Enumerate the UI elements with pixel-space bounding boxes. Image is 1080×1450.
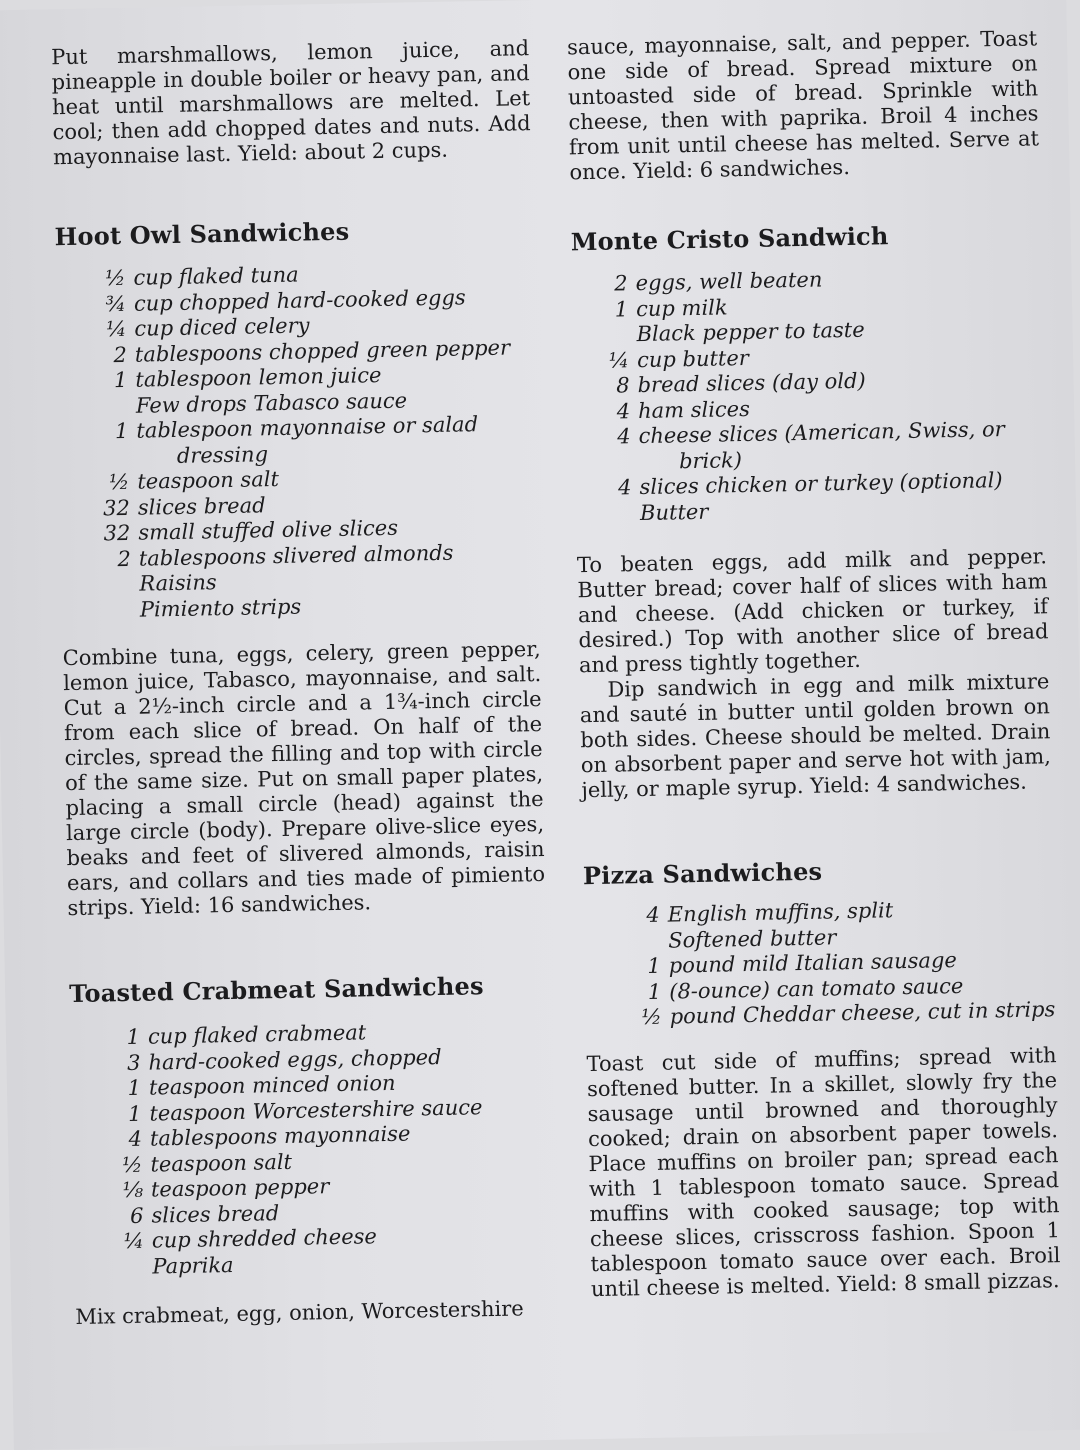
ingredient-text-main: cup shredded cheese <box>151 1224 378 1253</box>
ingredient-text-continuation: dressing <box>176 441 269 468</box>
pizza-ingredients <box>624 895 1056 1031</box>
ingredient-text-main: slices bread <box>151 1200 280 1228</box>
ingredient-quantity: 32 <box>103 520 131 546</box>
ingredient-text-main: teaspoon salt <box>137 466 280 494</box>
ingredient-quantity: 8 <box>615 373 630 398</box>
ingredient-quantity: ⅛ <box>122 1177 144 1203</box>
ingredient-text <box>145 1174 330 1203</box>
ingredient-quantity: 1 <box>647 953 661 978</box>
ingredient-text-main: cup chopped hard-cooked eggs <box>133 284 466 316</box>
ingredient-text <box>130 412 479 470</box>
ingredient-text-main: Pimiento strips <box>139 594 302 622</box>
ingredient-quantity: ¼ <box>123 1228 145 1254</box>
ingredient-quantity <box>592 322 630 348</box>
ingredient-text-main: (8-ounce) can tomato sauce <box>668 973 964 1004</box>
ingredient-quantity <box>92 393 130 419</box>
ingredient-text <box>144 1122 411 1153</box>
hoot-owl-title: Hoot Owl Sandwiches <box>54 216 350 252</box>
ingredient-text-main: cup milk <box>635 294 728 321</box>
ingredient-text <box>662 898 894 928</box>
monte-cristo-ingredients <box>591 263 1046 527</box>
ingredient-text-main: Softened butter <box>668 924 837 953</box>
ingredient-quantity: ¼ <box>105 316 127 342</box>
ingredient-text-main: tablespoons slivered almonds <box>138 540 454 571</box>
ingredient-text-main: teaspoon salt <box>150 1149 293 1177</box>
ingredient-quantity: ¾ <box>105 291 127 316</box>
ingredient-text <box>134 594 302 623</box>
ingredient-quantity: ½ <box>108 469 130 495</box>
ingredient-text <box>128 313 310 342</box>
ingredient-text-main: cheese slices (American, Swiss, or <box>638 417 1005 449</box>
ingredient-text-main: tablespoon mayonnaise or salad <box>136 412 479 443</box>
toasted-crab-title: Toasted Crabmeat Sandwiches <box>68 971 484 1009</box>
ingredient-quantity <box>108 1254 146 1280</box>
ingredient-text-main: cup butter <box>636 345 750 372</box>
ingredient-text-main: Black pepper to taste <box>636 317 865 347</box>
ingredient-quantity: 4 <box>646 902 660 927</box>
ingredient-text-main: teaspoon pepper <box>150 1174 330 1202</box>
ingredient-text <box>146 1224 377 1254</box>
ingredient-text <box>145 1201 279 1229</box>
ingredient-quantity <box>624 928 662 954</box>
ingredient-quantity: 1 <box>126 1024 141 1049</box>
ingredient-text <box>146 1252 234 1279</box>
ingredient-text-main: slices bread <box>137 492 266 520</box>
ingredient-text <box>631 369 866 399</box>
ingredient-text-main: bread slices (day old) <box>637 368 866 398</box>
ingredient-text-continuation: brick) <box>678 447 743 473</box>
ingredient-text-main: slices chicken or turkey (optional) <box>639 468 1003 500</box>
ingredient-text-main: Paprika <box>152 1252 234 1279</box>
toasted-crab-directions-start: Mix crabmeat, egg, onion, Worcestershire <box>75 1296 524 1330</box>
hoot-owl-ingredients <box>89 258 540 623</box>
ingredient-quantity: 4 <box>128 1126 143 1151</box>
ingredient-text-main: hard-cooked eggs, chopped <box>148 1044 442 1075</box>
ingredient-text-main: cup flaked crabmeat <box>147 1020 367 1049</box>
ingredient-text <box>131 467 279 495</box>
ingredient-quantity: 1 <box>113 367 128 393</box>
ingredient-text <box>632 396 750 424</box>
ingredient-text <box>144 1149 292 1177</box>
ingredient-text-main: pound mild Italian sausage <box>668 948 958 978</box>
ingredient-item <box>92 411 537 471</box>
left-column <box>51 36 554 1330</box>
ingredient-quantity: 1 <box>647 979 662 1004</box>
monte-cristo-directions-2: Dip sandwich in egg and milk mixture and sauté in butter until golden brown on both sides. Cheese should be melted. Drain on absorbent paper and serve hot with jam, jelly, or maple syrup. Yield: 4 sandwiches. <box>579 669 1052 803</box>
ingredient-quantity: ¼ <box>608 347 630 373</box>
ingredient-quantity: ½ <box>121 1152 143 1177</box>
ingredient-text-main: Few drops Tabasco sauce <box>135 387 408 418</box>
ingredient-text <box>629 268 822 297</box>
ingredient-text-main: pound Cheddar cheese, cut in strips <box>669 997 1056 1029</box>
ingredient-quantity: 32 <box>102 495 131 520</box>
ingredient-text-main: tablespoon lemon juice <box>135 362 382 392</box>
intro-paragraph: Put marshmallows, lemon juice, and pineapple in double boiler or heavy pan, and heat until marshmallows are melted. Let cool; then add chopped dates and nuts. Add mayonnaise last. Yield: about 2 cups. <box>50 36 531 170</box>
ingredient-text <box>127 263 299 292</box>
ingredient-text-main: cup diced celery <box>134 313 310 341</box>
ingredient-text-main: cup flaked tuna <box>133 262 299 290</box>
ingredient-text-main: teaspoon minced onion <box>148 1070 396 1100</box>
right-column <box>567 26 1061 1301</box>
monte-cristo-directions-1: To beaten eggs, add milk and pepper. Butter bread; cover half of slices with ham and cheese. (Add chicken or turkey, if desired.) Top with another slice of bread and press tightly together. <box>576 544 1049 678</box>
ingredient-text-main: small stuffed olive slices <box>138 515 399 545</box>
ingredient-text-main: eggs, well beaten <box>635 267 823 296</box>
ingredient-text <box>634 499 709 526</box>
ingredient-text-main: tablespoons mayonnaise <box>149 1121 411 1151</box>
ingredient-quantity: 3 <box>126 1050 141 1075</box>
pizza-directions: Toast cut side of muffins; spread with softened butter. In a skillet, slowly fry the sausage until browned and thoroughly cooked; drain on absorbent paper towels. Place muffins on broiler pan; spread each with 1 tablespoon tomato sauce. Spread muffins with cooked sausage; top with cheese slices, crisscross fashion. Spoon 1 tablespoon tomato sauce over each. Broil until cheese is melted. Yield: 8 small pizzas. <box>586 1042 1061 1301</box>
ingredient-quantity: 1 <box>127 1101 142 1126</box>
ingredient-quantity: 4 <box>617 475 632 500</box>
crab-directions-continued: sauce, mayonnaise, salt, and pepper. Toast one side of bread. Spread mixture on untoasted side of bread. Sprinkle with cheese, then with paprika. Broil 4 inches from unit until cheese has melted. Serve at once. Yield: 6 sandwiches. <box>566 26 1040 185</box>
ingredient-quantity: 1 <box>114 418 129 444</box>
ingredient-quantity: 1 <box>127 1075 142 1100</box>
pizza-title: Pizza Sandwiches <box>582 856 823 891</box>
ingredient-quantity: 4 <box>616 424 631 449</box>
ingredient-quantity: ½ <box>641 1004 662 1030</box>
ingredient-item <box>594 416 1045 476</box>
ingredient-text-main: teaspoon Worcestershire sauce <box>149 1094 483 1126</box>
toasted-crab-ingredients <box>104 1017 553 1280</box>
ingredient-text-main: tablespoons chopped green pepper <box>134 335 511 367</box>
ingredient-text-main: Raisins <box>139 570 217 596</box>
monte-cristo-title: Monte Cristo Sandwich <box>570 221 889 257</box>
ingredient-text <box>132 493 266 521</box>
ingredient-text <box>630 318 865 348</box>
ingredient-quantity <box>596 501 634 527</box>
ingredient-text-main: English muffins, split <box>667 898 894 927</box>
ingredient-quantity: 1 <box>614 296 629 321</box>
ingredient-quantity <box>96 597 134 623</box>
ingredient-text <box>631 345 749 373</box>
ingredient-text <box>632 417 1005 475</box>
ingredient-quantity <box>95 572 133 598</box>
ingredient-quantity: 6 <box>129 1203 144 1228</box>
ingredient-text-main: ham slices <box>637 396 751 423</box>
ingredient-text <box>662 925 837 954</box>
ingredient-quantity: 2 <box>113 342 128 367</box>
ingredient-text <box>133 570 217 597</box>
ingredient-text-main: Butter <box>639 499 709 525</box>
ingredient-quantity: 2 <box>117 546 132 571</box>
ingredient-quantity: ½ <box>104 265 126 291</box>
ingredient-quantity: 4 <box>616 398 631 423</box>
ingredient-text <box>630 295 728 322</box>
ingredient-quantity: 2 <box>614 271 628 296</box>
hoot-owl-directions: Combine tuna, eggs, celery, green pepper, lemon juice, Tabasco, mayonnaise, and salt. Cut a 2½-inch circle and a 1¾-inch circle from each slice of bread. On half of the circles, spread the filling and top with circle of the same size. Put on small paper plates, placing a small circle (head) against the large circle (body). Prepare olive-slice eyes, beaks and feet of slivered almonds, raisin ears, and collars and ties made of pimiento strips. Yield: 16 sandwiches. <box>62 636 546 921</box>
